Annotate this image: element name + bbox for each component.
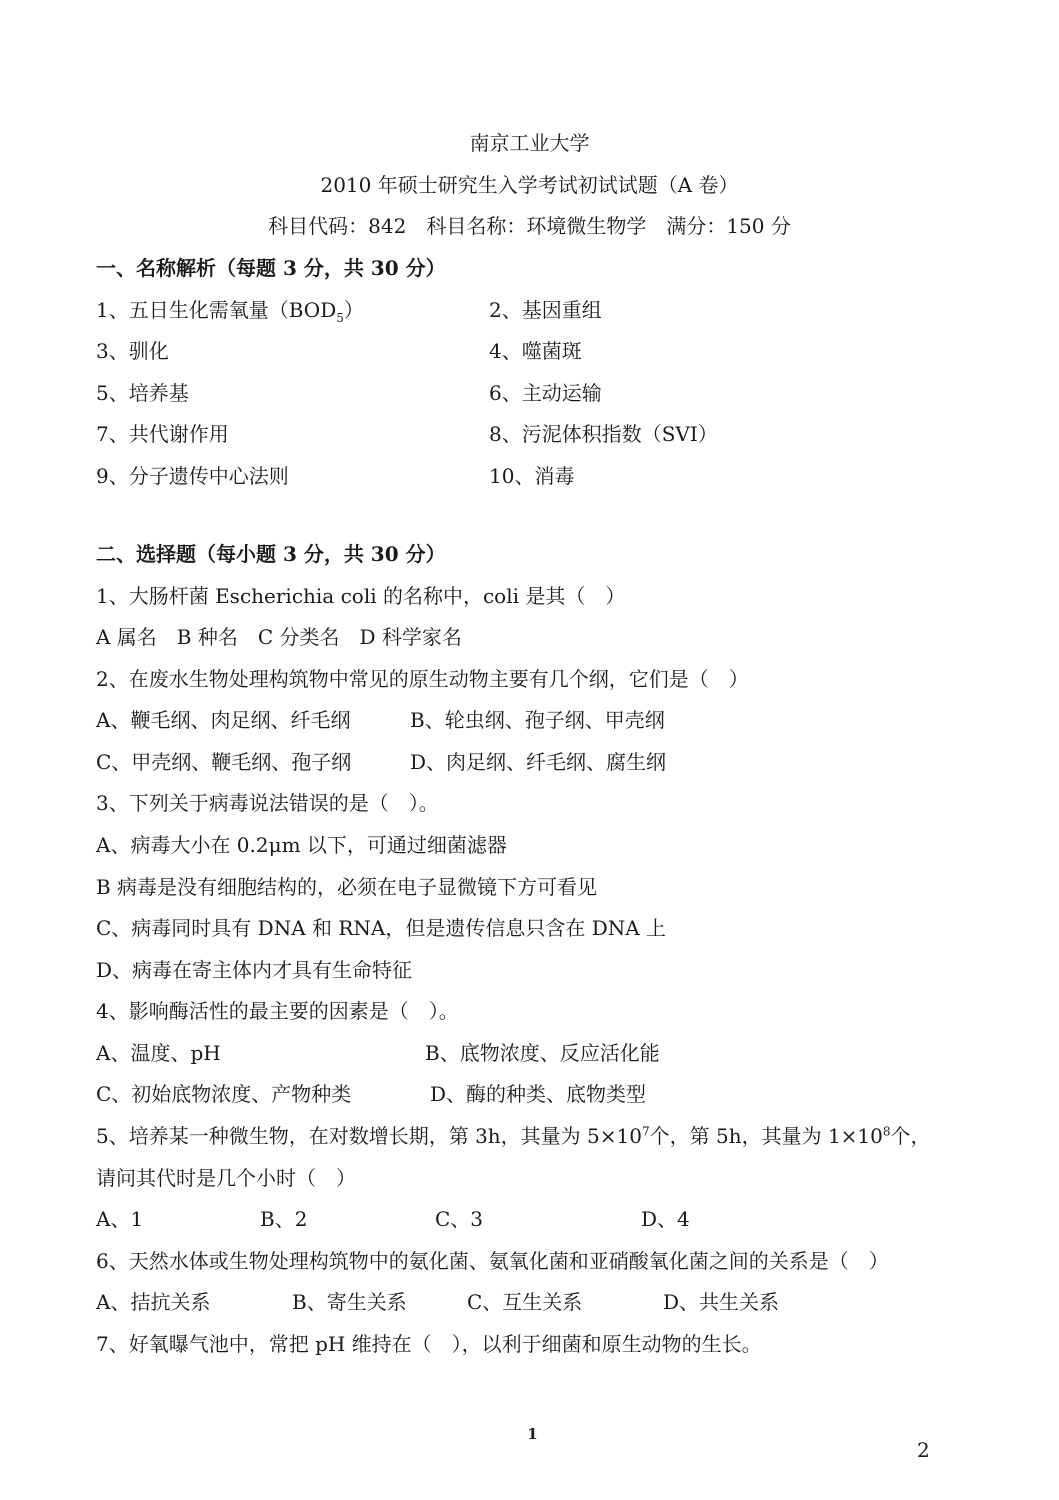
subject-line: 科目代码：842 科目名称：环境微生物学 满分：150 分 xyxy=(268,214,791,238)
question-6-option-a: A、拮抗关系 xyxy=(96,1290,211,1314)
question-3: 3、下列关于病毒说法错误的是（ ）。 xyxy=(96,791,439,815)
question-4: 4、影响酶活性的最主要的因素是（ ）。 xyxy=(96,999,459,1023)
term-3: 3、驯化 xyxy=(96,339,169,363)
term-9: 9、分子遗传中心法则 xyxy=(96,464,289,488)
question-6: 6、天然水体或生物处理构筑物中的氨化菌、氨氧化菌和亚硝酸氧化菌之间的关系是（ ） xyxy=(96,1249,889,1273)
question-2-option-c: C、甲壳纲、鞭毛纲、孢子纲 xyxy=(96,750,352,774)
exam-title: 2010 年硕士研究生入学考试初试试题（A 卷） xyxy=(320,173,739,197)
question-1-options: A 属名 B 种名 C 分类名 D 科学家名 xyxy=(96,625,462,649)
question-3-option-c: C、病毒同时具有 DNA 和 RNA，但是遗传信息只含在 DNA 上 xyxy=(96,916,667,940)
question-2-option-d: D、肉足纲、纤毛纲、腐生纲 xyxy=(410,750,667,774)
term-8: 8、污泥体积指数（SVI） xyxy=(489,422,718,446)
section1-heading: 一、名称解析（每题 3 分，共 30 分） xyxy=(96,256,446,280)
question-4-option-c: C、初始底物浓度、产物种类 xyxy=(96,1082,352,1106)
term-4: 4、噬菌斑 xyxy=(489,339,582,363)
question-1: 1、大肠杆菌 Escherichia coli 的名称中，coli 是其（ ） xyxy=(96,584,626,608)
question-5-option-a: A、1 xyxy=(96,1207,144,1231)
page-number: 1 xyxy=(527,1425,538,1443)
section2-heading: 二、选择题（每小题 3 分，共 30 分） xyxy=(96,542,446,566)
term-10: 10、消毒 xyxy=(489,464,575,488)
term-5: 5、培养基 xyxy=(96,381,189,405)
question-6-option-c: C、互生关系 xyxy=(467,1290,583,1314)
term-2: 2、基因重组 xyxy=(489,298,602,322)
question-4-option-a: A、温度、pH xyxy=(96,1041,221,1065)
question-5-option-d: D、4 xyxy=(641,1207,690,1231)
university-title: 南京工业大学 xyxy=(469,131,590,155)
question-3-option-a: A、病毒大小在 0.2μm 以下，可通过细菌滤器 xyxy=(96,833,507,857)
question-2-option-b: B、轮虫纲、孢子纲、甲壳纲 xyxy=(410,708,665,732)
question-4-option-b: B、底物浓度、反应活化能 xyxy=(425,1041,660,1065)
scan-page-number: 2 xyxy=(917,1438,930,1462)
question-7: 7、好氧曝气池中，常把 pH 维持在（ ），以利于细菌和原生动物的生长。 xyxy=(96,1332,762,1356)
question-5-line2: 请问其代时是几个小时（ ） xyxy=(96,1166,356,1190)
term-6: 6、主动运输 xyxy=(489,381,602,405)
question-6-option-d: D、共生关系 xyxy=(663,1290,780,1314)
question-5-option-b: B、2 xyxy=(260,1207,308,1231)
question-2: 2、在废水生物处理构筑物中常见的原生动物主要有几个纲，它们是（ ） xyxy=(96,667,749,691)
question-5-option-c: C、3 xyxy=(435,1207,484,1231)
question-4-option-d: D、酶的种类、底物类型 xyxy=(430,1082,647,1106)
term-1: 1、五日生化需氧量$(BOD_5)$ xyxy=(96,298,364,325)
question-3-option-d: D、病毒在寄主体内才具有生命特征 xyxy=(96,958,413,982)
question-3-option-b: B 病毒是没有细胞结构的，必须在电子显微镜下方可看见 xyxy=(96,875,598,899)
question-2-option-a: A、鞭毛纲、肉足纲、纤毛纲 xyxy=(96,708,351,732)
question-6-option-b: B、寄生关系 xyxy=(292,1290,407,1314)
question-5: 5、培养某一种微生物，在对数增长期，第 3h，其量为 $5\times 10^7$个，第 5h，其量为 $1\times 10^8$个， xyxy=(96,1124,931,1148)
term-7: 7、共代谢作用 xyxy=(96,422,229,446)
